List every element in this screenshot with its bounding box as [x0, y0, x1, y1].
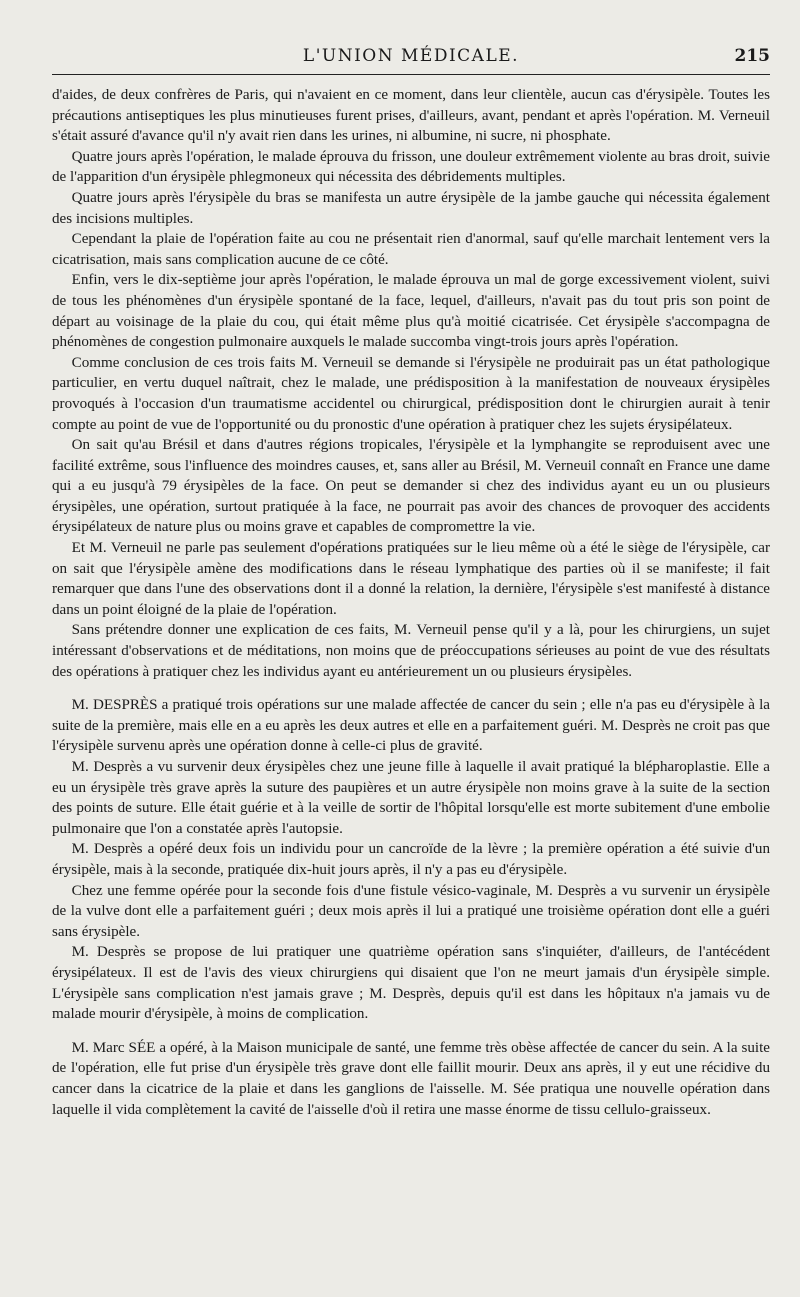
page-number: 215 [734, 46, 770, 66]
paragraph: Cependant la plaie de l'opération faite au cou ne présentait rien d'anormal, sauf qu'elle marchait lentement vers la cicatrisation, mais sans complication aucune de ce côté. [52, 231, 770, 268]
paragraph: M. DESPRÈS a pratiqué trois opérations sur une malade affectée de cancer du sein ; elle n'a pas eu d'érysipèle à la suite de la première, mais elle en a eu après les deux autres et elle en a parfaitement guéri. M. Desprès ne croit pas que l'érysipèle survenu après une opération donne à celle-ci plus de gravité. [52, 697, 770, 755]
paragraph: Sans prétendre donner une explication de ces faits, M. Verneuil pense qu'il y a là, pour les chirurgiens, un sujet intéressant d'observations et de méditations, non moins que de préoccupations sérieuses au point de vue des résultats des opérations à pratiquer chez les individus ayant eu antérieurement un ou plusieurs érysipèles. [52, 622, 770, 680]
paragraph: M. Desprès a vu survenir deux érysipèles chez une jeune fille à laquelle il avait pratiqué la blépharoplastie. Elle a eu un érysipèle très grave après la suture des paupières et un autre érysipèle non moins grave à la suite de la section des points de suture. Elle était guérie et à la veille de sortir de l'hôpital lorsqu'elle est morte subitement d'une embolie pulmonaire que l'on a constatée après l'autopsie. [52, 759, 770, 837]
journal-title: L'UNION MÉDICALE. [302, 46, 520, 66]
paragraph: On sait qu'au Brésil et dans d'autres régions tropicales, l'érysipèle et la lymphangite se reproduisent avec une facilité extrême, sous l'influence des moindres causes, et, sans aller au Brésil, M. Verneuil connaît en France une dame qui a eu jusqu'à 79 érysipèles de la face. On peut se demander si chez des individus ayant eu un ou plusieurs érysipèles, une opération, surtout pratiquée à la face, ne pourrait pas avoir des chances de provoquer des accidents érysipélateux de nature plus ou moins grave et capables de compromettre la vie. [52, 437, 770, 536]
paragraph: Et M. Verneuil ne parle pas seulement d'opérations pratiquées sur le lieu même où a été le siège de l'érysipèle, car on sait que l'érysipèle amène des modifications dans le réseau lymphatique des parties où il se manifeste; il fait remarquer que dans l'une des observations dont il a donné la relation, la dernière, l'érysipèle s'est manifesté à distance dans un point éloigné de la plaie de l'opération. [52, 540, 770, 618]
paragraph: Chez une femme opérée pour la seconde fois d'une fistule vésico-vaginale, M. Desprès a vu survenir un érysipèle de la vulve dont elle a parfaitement guéri ; deux mois après il lui a pratiqué une troisième opération dont elle a guéri sans érysipèle. [52, 882, 770, 940]
article-body [52, 85, 770, 1120]
running-header [52, 40, 770, 75]
paragraph: Quatre jours après l'érysipèle du bras se manifesta un autre érysipèle de la jambe gauche qui nécessita également des incisions multiples. [52, 189, 770, 227]
paragraph: d'aides, de deux confrères de Paris, qui n'avaient en ce moment, dans leur clientèle, aucun cas d'érysipèle. Toutes les précautions antiseptiques les plus minutieuses furent prises, d'ailleurs, avant, pendant et après l'opération. M. Verneuil s'était assuré d'avance qu'il n'y avait rien dans les urines, ni albumine, ni sucre, ni phosphate. [52, 87, 770, 145]
paragraph: Enfin, vers le dix-septième jour après l'opération, le malade éprouva un mal de gorge excessivement violent, suivi de tous les phénomènes d'un érysipèle spontané de la face, lequel, d'ailleurs, n'avait pas du tout pris son point de départ au voisinage de la plaie du cou, qui était même plus qu'à moitié cicatrisée. Cet érysipèle s'accompagna de phénomènes de congestion pulmonaire auxquels le malade succomba vingt-trois jours après l'opération. [52, 272, 770, 351]
paragraph: Comme conclusion de ces trois faits M. Verneuil se demande si l'érysipèle ne produirait pas un état pathologique particulier, en vertu duquel naîtrait, chez le malade, une prédisposition à la manifestation de nouveaux érysipèles provoqués à l'occasion d'un traumatisme accidentel ou chirurgical, prédisposition dont le chirurgien aurait à tenir compte au point de vue de l'opportunité ou du pronostic d'une opération à pratiquer chez les sujets érysipélateux. [52, 354, 770, 433]
paragraph: M. Desprès se propose de lui pratiquer une quatrième opération sans s'inquiéter, d'ailleurs, de l'antécédent érysipélateux. Il est de l'avis des vieux chirurgiens qui disaient que l'on ne meurt jamais d'un érysipèle simple. L'érysipèle sans complication n'est jamais grave ; M. Desprès, depuis qu'il est dans les hôpitaux n'a jamais vu de malade mourir d'érysipèle, à moins de complication. [52, 944, 770, 1023]
paragraph: Quatre jours après l'opération, le malade éprouva du frisson, une douleur extrêmement violente au bras droit, suivie de l'apparition d'un érysipèle phlegmoneux qui nécessita des débridements multiples. [52, 148, 770, 186]
paragraph: M. Marc SÉE a opéré, à la Maison municipale de santé, une femme très obèse affectée de cancer du sein. A la suite de l'opération, elle fut prise d'un érysipèle très grave dont elle faillit mourir. Deux ans après, il y eut une récidive du cancer dans la cicatrice de la plaie et dans les ganglions de l'aisselle. M. Sée pratiqua une nouvelle opération dans laquelle il vida complètement la cavité de l'aisselle d'où il retira une masse énorme de tissu cellulo-graisseux. [52, 1039, 770, 1118]
paragraph: M. Desprès a opéré deux fois un individu pour un cancroïde de la lèvre ; la première opération a été suivie d'un érysipèle, mais à la seconde, pratiquée dix-huit jours après, il n'y a pas eu d'érysipèle. [52, 841, 770, 878]
